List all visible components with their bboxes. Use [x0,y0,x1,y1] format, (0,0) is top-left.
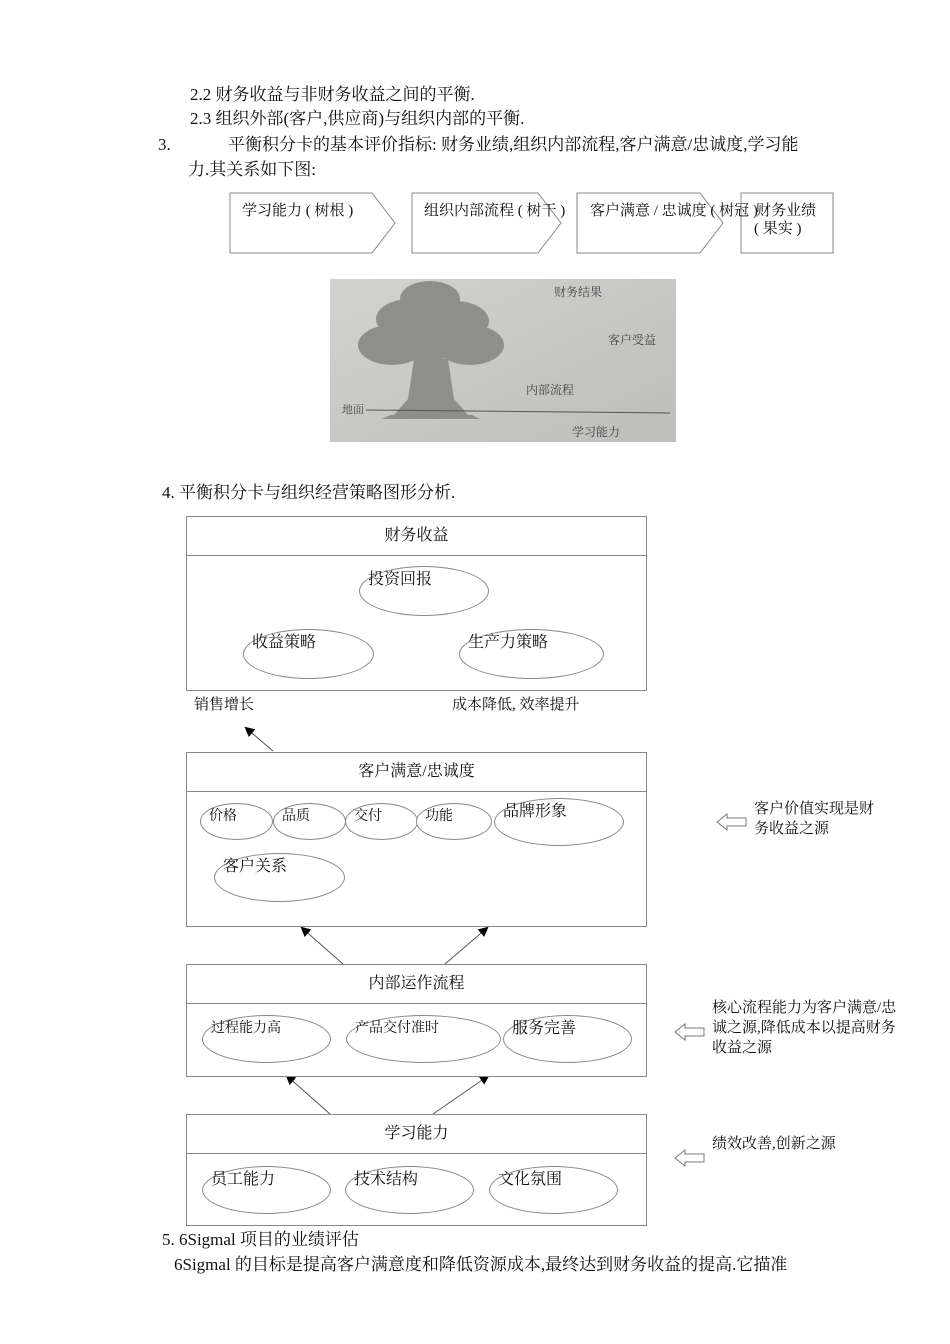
learning-item-culture: 文化氛围 [489,1166,618,1214]
learning-item-tech: 技术结构 [345,1166,474,1214]
tree-label-finance: 财务结果 [554,285,603,299]
roi-oval: 投资回报 [359,566,489,616]
finance-title: 财务收益 [187,517,646,556]
tree-label-learning: 学习能力 [572,425,621,439]
customer-item-quality: 品质 [273,803,346,840]
line-2-2: 2.2 财务收益与非财务收益之间的平衡. [190,85,475,104]
customer-item-function: 功能 [416,803,492,840]
customer-item-price: 价格 [200,803,273,840]
process-title: 内部运作流程 [187,965,646,1004]
learning-note: 绩效改善,创新之源 [712,1136,836,1152]
line-2-3: 2.3 组织外部(客户,供应商)与组织内部的平衡. [190,109,525,128]
tree-label-process: 内部流程 [526,383,575,397]
tree-label-customer: 客户受益 [608,333,657,347]
flow-step-customer: 客户满意 / 忠诚度 ( 树冠 ) [590,203,758,219]
flow-step-process: 组织内部流程 ( 树干 ) [424,203,566,219]
customer-item-delivery: 交付 [345,803,418,840]
process-item-capability: 过程能力高 [202,1015,331,1063]
flow-step-finance-sub: ( 果实 ) [754,221,802,237]
cost-efficiency-label: 成本降低, 效率提升 [452,697,580,713]
learning-title: 学习能力 [187,1115,646,1154]
customer-note: 客户价值实现是财务收益之源 [754,801,875,837]
revenue-strategy-oval: 收益策略 [243,629,374,679]
line-3-number: 3. [158,135,171,154]
line-5: 5. 6Sigmal 项目的业绩评估 [162,1230,359,1249]
sales-growth-label: 销售增长 [194,697,255,713]
process-item-ontime: 产品交付准时 [346,1015,501,1063]
customer-item-brand: 品牌形象 [494,798,624,846]
line-3-text: 平衡积分卡的基本评价指标: 财务业绩,组织内部流程,客户满意/忠诚度,学习能 [228,135,799,154]
flow-step-learning: 学习能力 ( 树根 ) [242,203,354,219]
customer-item-relationship: 客户关系 [214,853,345,902]
productivity-strategy-oval: 生产力策略 [459,629,604,679]
flow-step-finance: 财务业绩 [756,203,817,219]
learning-item-staff: 员工能力 [202,1166,331,1214]
customer-title: 客户满意/忠诚度 [187,753,646,792]
process-item-service: 服务完善 [503,1015,632,1063]
tree-label-ground: 地面 [342,404,364,416]
process-note: 核心流程能力为客户满意/忠诚之源,降低成本以提高财务收益之源 [712,1000,897,1056]
line-5-text: 6Sigmal 的目标是提高客户满意度和降低资源成本,最终达到财务收益的提高.它描准 [174,1255,788,1274]
line-3-continued: 力.其关系如下图: [188,160,316,179]
line-4: 4. 平衡积分卡与组织经营策略图形分析. [162,483,456,502]
